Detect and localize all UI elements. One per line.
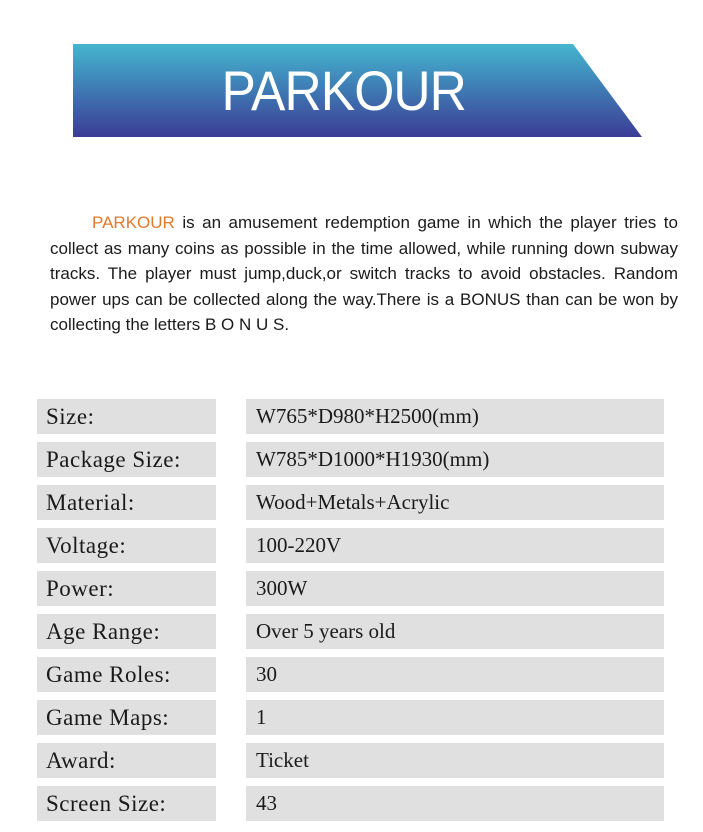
- spec-row-material: [37, 485, 667, 520]
- spec-label: Award:: [37, 743, 216, 778]
- spec-row-power: [37, 571, 667, 606]
- spec-label: Power:: [37, 571, 216, 606]
- spec-row-size: [37, 399, 667, 434]
- spec-row-game-maps: [37, 700, 667, 735]
- spec-label: Package Size:: [37, 442, 216, 477]
- product-name-highlight: PARKOUR: [92, 213, 175, 232]
- spec-table: [37, 399, 667, 829]
- spec-value: 43: [246, 786, 664, 821]
- spec-row-award: [37, 743, 667, 778]
- spec-row-age-range: [37, 614, 667, 649]
- spec-label: Size:: [37, 399, 216, 434]
- spec-value: 1: [246, 700, 664, 735]
- spec-row-game-roles: [37, 657, 667, 692]
- spec-row-screen-size: [37, 786, 667, 821]
- spec-label: Voltage:: [37, 528, 216, 563]
- spec-value: 30: [246, 657, 664, 692]
- description-text: is an amusement redemption game in which the player tries to collect as many coins as possible in the time allowed, while running down subway tracks. The player must jump,duck,or switch tracks to avoid obstacles. Random power ups can be collected along the way.There is a BONUS than can be won by collecting the letters B O N U S.: [50, 213, 678, 334]
- spec-label: Game Maps:: [37, 700, 216, 735]
- spec-value: Wood+Metals+Acrylic: [246, 485, 664, 520]
- spec-value: W765*D980*H2500(mm): [246, 399, 664, 434]
- spec-label: Game Roles:: [37, 657, 216, 692]
- spec-label: Material:: [37, 485, 216, 520]
- product-description: [50, 210, 678, 338]
- page-title: PARKOUR: [221, 59, 466, 122]
- spec-label: Screen Size:: [37, 786, 216, 821]
- spec-label: Age Range:: [37, 614, 216, 649]
- spec-value: 100-220V: [246, 528, 664, 563]
- spec-row-voltage: [37, 528, 667, 563]
- spec-value: 300W: [246, 571, 664, 606]
- spec-value: Ticket: [246, 743, 664, 778]
- spec-row-package-size: [37, 442, 667, 477]
- spec-value: Over 5 years old: [246, 614, 664, 649]
- spec-value: W785*D1000*H1930(mm): [246, 442, 664, 477]
